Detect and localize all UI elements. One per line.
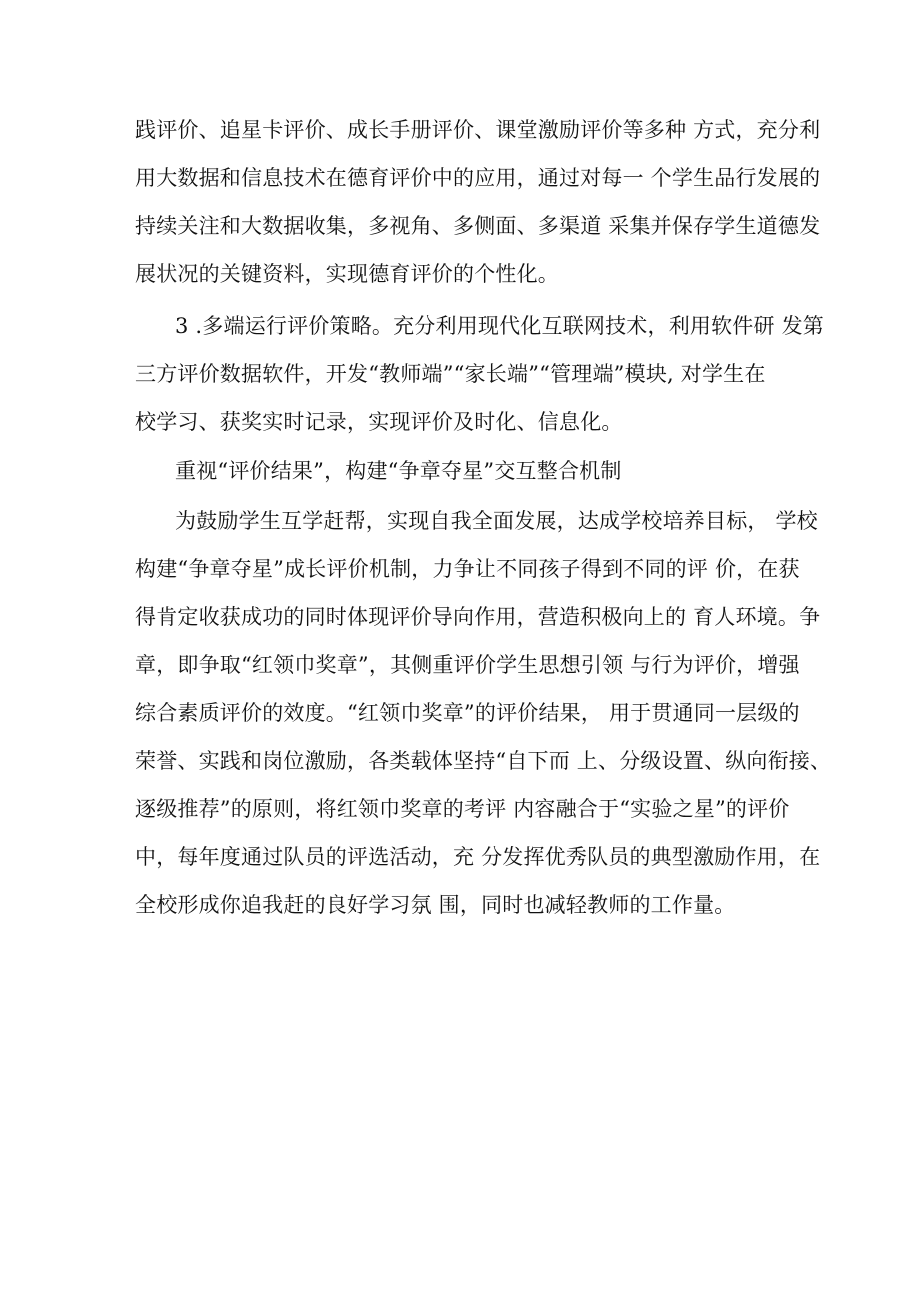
- paragraph-3-line-3: 得肯定收获成功的同时体现评价导向作用，营造积极向上的 育人环境。争: [135, 605, 821, 629]
- paragraph-3-line-8: 中，每年度通过队员的评选活动，充 分发挥优秀队员的典型激励作用，在: [135, 845, 821, 869]
- paragraph-2-line-1: 3 .多端运行评价策略。充分利用现代化互联网技术，利用软件研 发第: [175, 314, 824, 338]
- paragraph-2-line-3: 校学习、获奖实时记录，实现评价及时化、信息化。: [135, 410, 623, 434]
- paragraph-1-line-4: 展状况的关键资料，实现德育评价的个性化。: [135, 262, 559, 286]
- section-heading: 重视“评价结果”，构建“争章夺星”交互整合机制: [175, 459, 622, 483]
- paragraph-1-line-2: 用大数据和信息技术在德育评价中的应用，通过对每一 个学生品行发展的: [135, 166, 821, 190]
- paragraph-3-line-2: 构建“争章夺星”成长评价机制，力争让不同孩子得到不同的评 价，在获: [135, 557, 800, 581]
- paragraph-3-line-1: 为鼓励学生互学赶帮，实现自我全面发展，达成学校培养目标， 学校: [175, 509, 818, 533]
- paragraph-1-line-1: 践评价、追星卡评价、成长手册评价、课堂激励评价等多种 方式，充分利: [135, 118, 821, 142]
- paragraph-3-line-4: 章，即争取“红领巾奖章”，其侧重评价学生思想引领 与行为评价，增强: [135, 653, 800, 677]
- paragraph-2-line-2: 三方评价数据软件，开发“教师端”“家长端”“管理端”模块, 对学生在: [135, 362, 766, 386]
- paragraph-3-line-9: 全校形成你追我赶的良好学习氛 围，同时也减轻教师的工作量。: [135, 893, 736, 917]
- paragraph-3-line-5: 综合素质评价的效度。“红领巾奖章”的评价结果， 用于贯通同一层级的: [135, 701, 800, 725]
- paragraph-1-line-3: 持续关注和大数据收集，多视角、多侧面、多渠道 采集并保存学生道德发: [135, 214, 821, 238]
- paragraph-3-line-7: 逐级推荐”的原则，将红领巾奖章的考评 内容融合于“实验之星”的评价: [135, 797, 790, 821]
- paragraph-3-line-6: 荣誉、实践和岗位激励，各类载体坚持“自下而 上、分级设置、纵向衔接、: [135, 749, 832, 773]
